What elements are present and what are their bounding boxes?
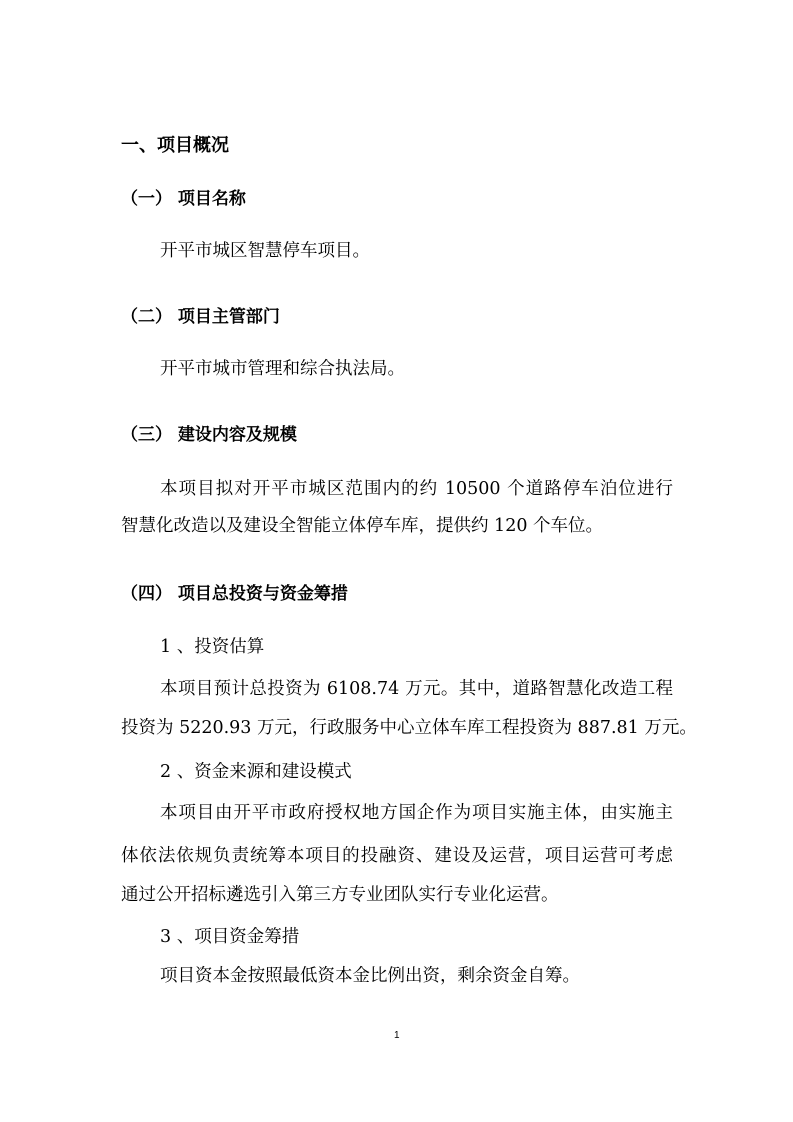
section-heading-project-name: （一） 项目名称 — [121, 189, 246, 209]
page-number: 1 — [394, 1030, 400, 1041]
section-heading-scope: （三） 建设内容及规模 — [121, 425, 297, 445]
paragraph-scope-line-1: 本项目拟对开平市城区范围内的约 10500 个道路停车泊位进行 — [160, 479, 673, 499]
paragraph-scope-line-2: 智慧化改造以及建设全智能立体停车库，提供约 120 个车位。 — [121, 516, 604, 536]
subsection-heading-funding-source: 2 、资金来源和建设模式 — [160, 762, 352, 782]
paragraph-department: 开平市城市管理和综合执法局。 — [160, 359, 405, 379]
section-heading-department: （二） 项目主管部门 — [121, 307, 280, 327]
section-heading-investment: （四） 项目总投资与资金筹措 — [121, 584, 348, 604]
paragraph-estimate-line-1: 本项目预计总投资为 6108.74 万元。其中，道路智慧化改造工程 — [160, 679, 673, 699]
paragraph-fund-raising: 项目资本金按照最低资本金比例出资，剩余资金自筹。 — [160, 966, 580, 986]
subsection-heading-estimate: 1 、投资估算 — [160, 637, 265, 657]
paragraph-funding-line-1: 本项目由开平市政府授权地方国企作为项目实施主体，由实施主 — [160, 803, 673, 823]
paragraph-funding-line-3: 通过公开招标遴选引入第三方专业团队实行专业化运营。 — [121, 885, 559, 905]
paragraph-project-name: 开平市城区智慧停车项目。 — [160, 241, 370, 261]
paragraph-estimate-line-2: 投资为 5220.93 万元，行政服务中心立体车库工程投资为 887.81 万元。 — [121, 718, 697, 738]
paragraph-funding-line-2: 体依法依规负责统筹本项目的投融资、建设及运营，项目运营可考虑 — [121, 846, 673, 866]
chapter-heading: 一、项目概况 — [121, 135, 229, 156]
subsection-heading-fund-raising: 3 、项目资金筹措 — [160, 927, 300, 947]
